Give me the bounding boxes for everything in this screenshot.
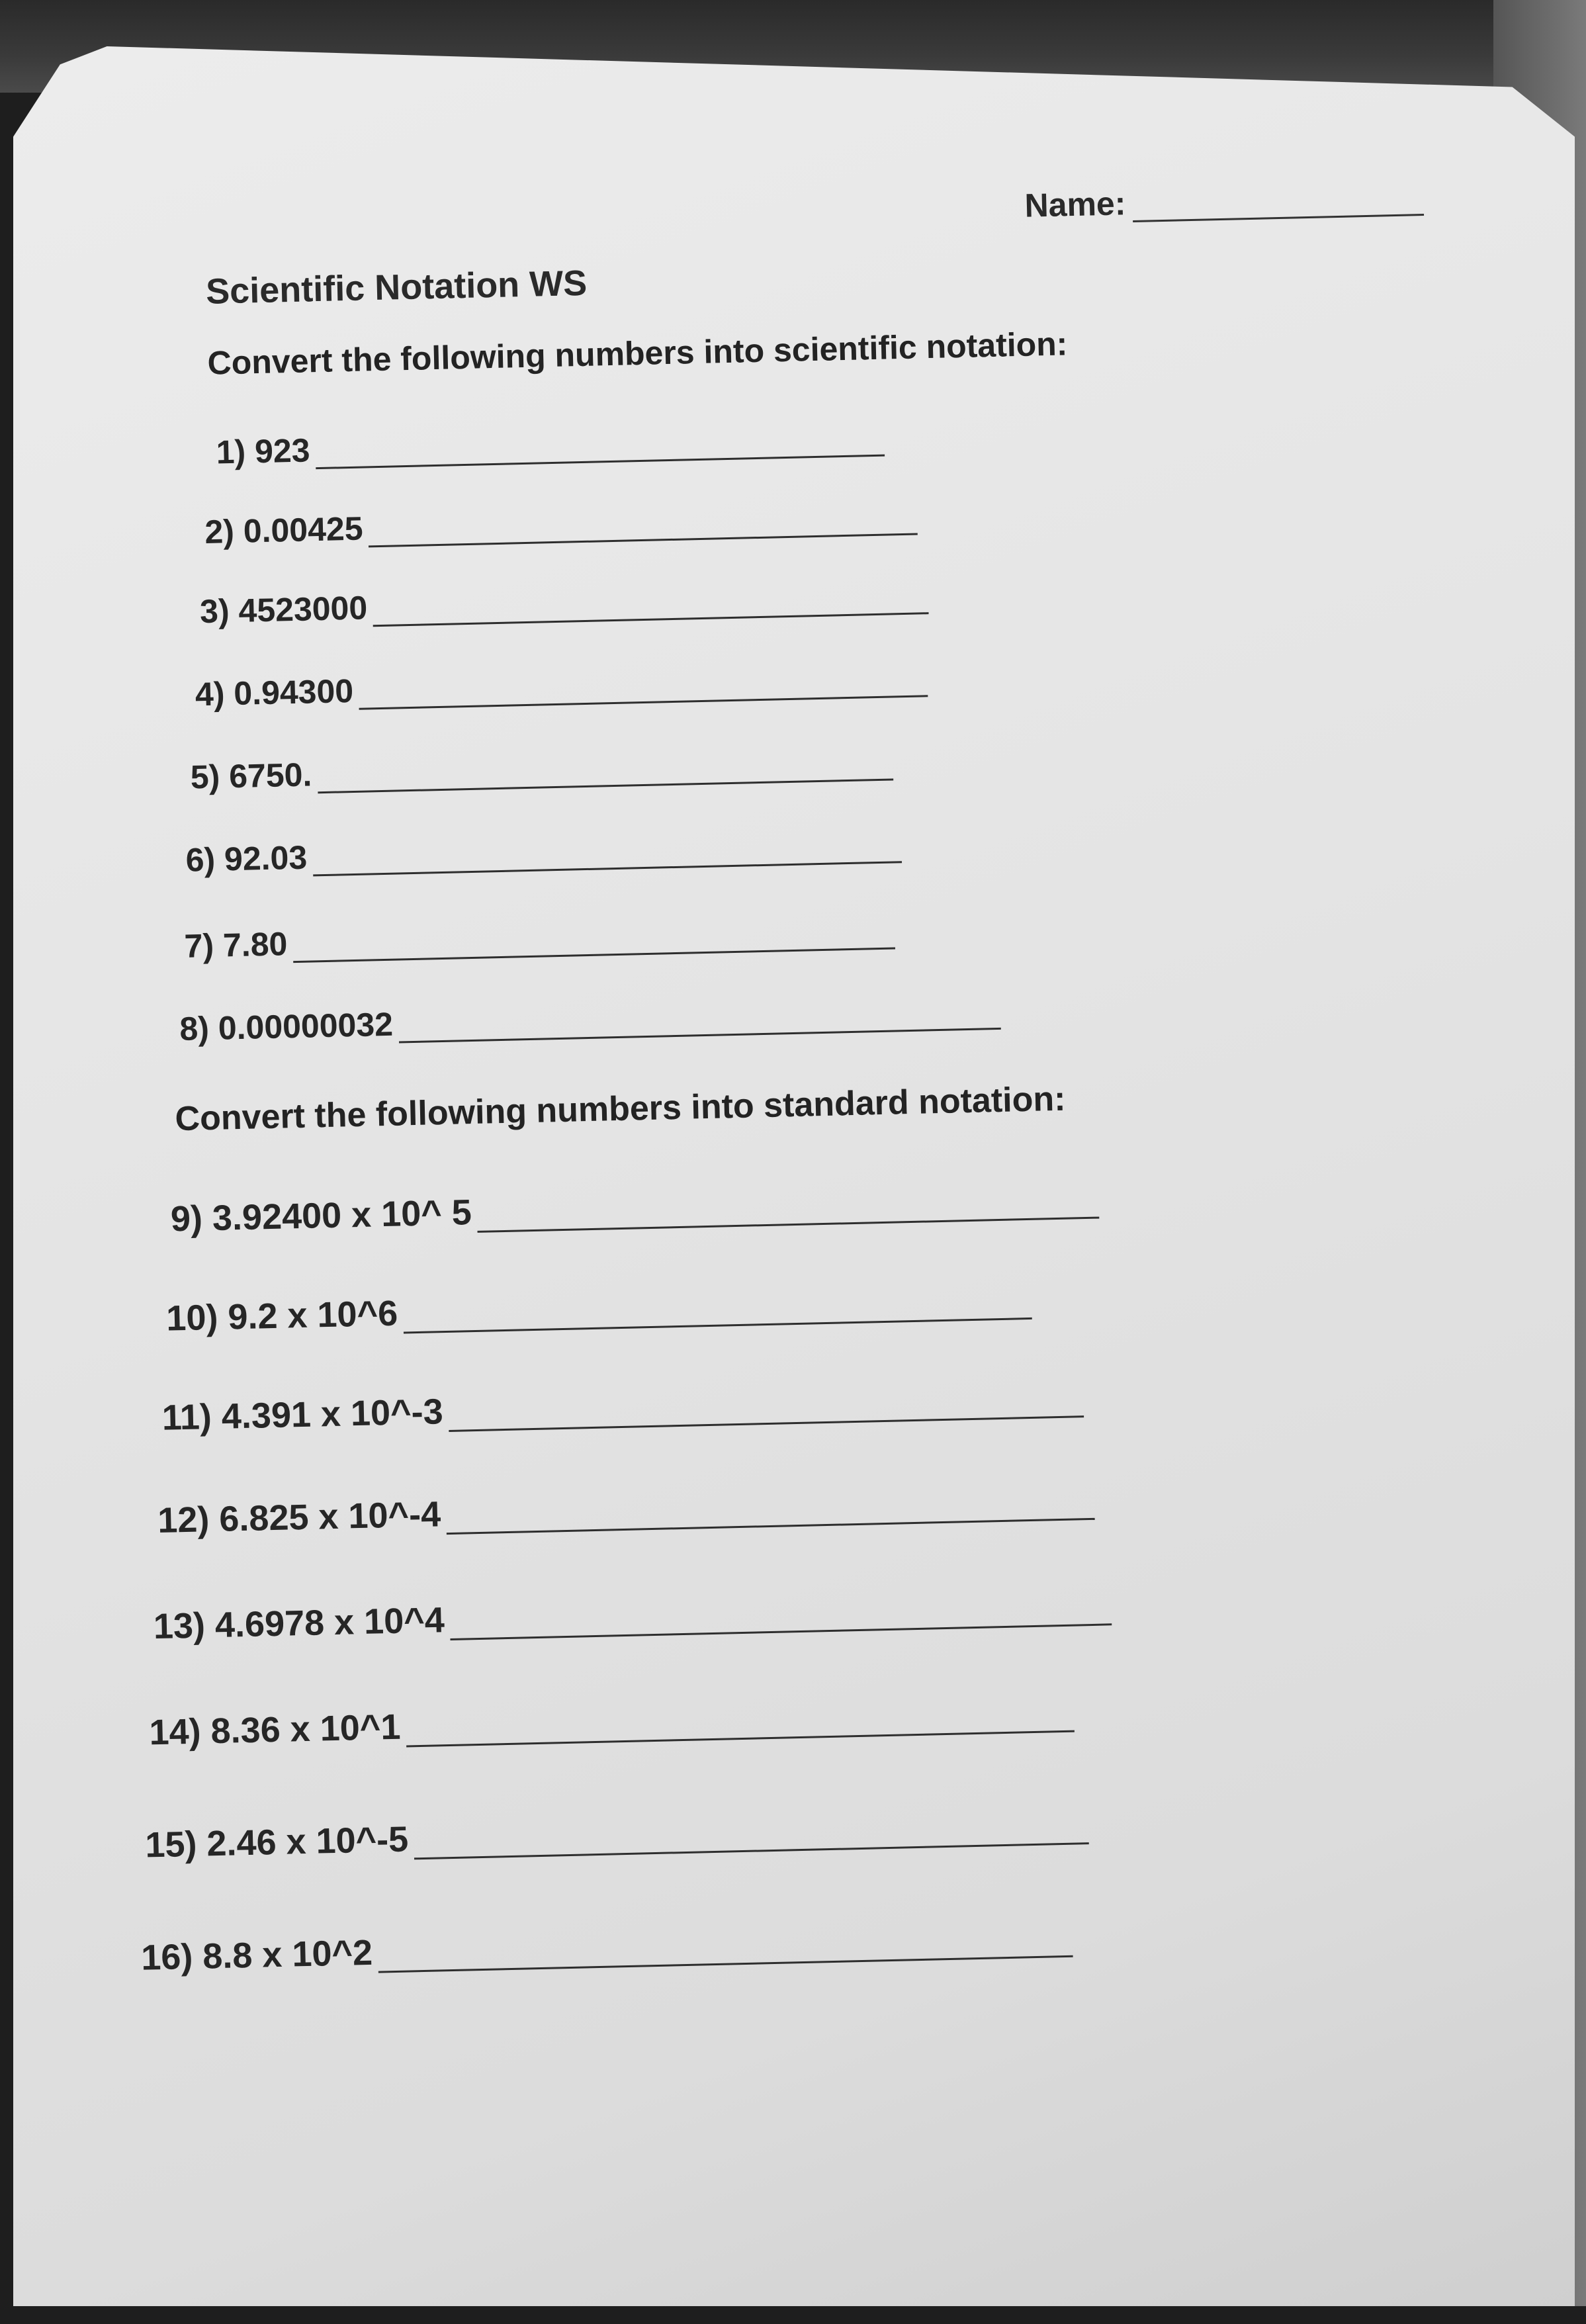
section1-heading: Convert the following numbers into scientific notation: xyxy=(207,325,1068,382)
problem-13 xyxy=(153,1584,1112,1647)
problem-number: 11) xyxy=(161,1397,212,1438)
problem-number: 2) xyxy=(204,512,235,551)
problem-number: 15) xyxy=(144,1824,198,1865)
problem-number: 10) xyxy=(165,1297,219,1339)
problem-1 xyxy=(216,418,885,472)
problem-value: 3.92400 x 10^ 5 xyxy=(212,1192,472,1238)
answer-blank[interactable] xyxy=(359,675,928,710)
problem-number: 8) xyxy=(179,1010,210,1048)
answer-blank[interactable] xyxy=(403,1298,1032,1334)
section2-heading: Convert the following numbers into standard notation: xyxy=(174,1079,1067,1139)
problem-number: 6) xyxy=(185,840,216,879)
answer-blank[interactable] xyxy=(373,592,929,627)
problem-value: 0.94300 xyxy=(233,672,354,713)
problem-11 xyxy=(161,1376,1084,1439)
name-blank[interactable] xyxy=(1132,187,1424,222)
problem-number: 12) xyxy=(157,1499,210,1541)
problem-value: 0.00000032 xyxy=(218,1005,394,1047)
problem-4 xyxy=(195,658,928,713)
problem-number: 4) xyxy=(195,675,226,713)
problem-8 xyxy=(179,991,1001,1048)
answer-blank[interactable] xyxy=(317,758,893,793)
name-field xyxy=(1024,177,1424,225)
problem-value: 8.36 x 10^1 xyxy=(210,1707,402,1752)
problem-9 xyxy=(170,1178,1099,1240)
problem-number: 13) xyxy=(153,1605,206,1647)
problem-number: 3) xyxy=(199,592,230,631)
problem-value: 923 xyxy=(254,431,311,470)
answer-blank[interactable] xyxy=(406,1711,1074,1748)
problem-value: 4523000 xyxy=(238,589,368,629)
problem-value: 4.6978 x 10^4 xyxy=(214,1600,445,1646)
problem-value: 8.8 x 10^2 xyxy=(202,1932,373,1977)
answer-blank[interactable] xyxy=(292,927,895,963)
problem-value: 92.03 xyxy=(224,838,308,878)
problem-10 xyxy=(166,1278,1032,1339)
answer-blank[interactable] xyxy=(449,1396,1084,1432)
problem-5 xyxy=(190,742,893,796)
problem-number: 14) xyxy=(148,1711,202,1753)
problem-7 xyxy=(184,911,895,965)
answer-blank[interactable] xyxy=(446,1498,1094,1535)
answer-blank[interactable] xyxy=(414,1822,1088,1859)
answer-blank[interactable] xyxy=(378,1936,1073,1973)
worksheet-title: Scientific Notation WS xyxy=(205,263,588,312)
answer-blank[interactable] xyxy=(477,1197,1100,1233)
problem-value: 2.46 x 10^-5 xyxy=(206,1819,409,1864)
problem-value: 4.391 x 10^-3 xyxy=(221,1392,444,1437)
problem-16 xyxy=(141,1916,1073,1979)
problem-3 xyxy=(200,576,929,631)
problem-value: 6750. xyxy=(228,756,312,795)
answer-blank[interactable] xyxy=(398,1008,1001,1044)
answer-blank[interactable] xyxy=(312,841,902,876)
problem-15 xyxy=(145,1803,1089,1865)
problem-value: 6.825 x 10^-4 xyxy=(218,1494,441,1539)
name-label: Name: xyxy=(1024,185,1127,224)
problem-2 xyxy=(204,497,918,551)
problem-value: 9.2 x 10^6 xyxy=(227,1293,398,1337)
problem-14 xyxy=(149,1691,1075,1754)
problem-number: 16) xyxy=(140,1936,194,1978)
problem-value: 0.00425 xyxy=(243,510,364,550)
answer-blank[interactable] xyxy=(450,1603,1112,1640)
problem-12 xyxy=(157,1479,1095,1541)
problem-number: 5) xyxy=(190,758,220,796)
problem-number: 1) xyxy=(216,433,246,471)
problem-6 xyxy=(185,825,902,879)
answer-blank[interactable] xyxy=(368,514,918,548)
answer-blank[interactable] xyxy=(315,435,885,470)
problem-number: 9) xyxy=(170,1198,203,1239)
problem-value: 7.80 xyxy=(222,925,288,964)
problem-number: 7) xyxy=(183,926,214,965)
